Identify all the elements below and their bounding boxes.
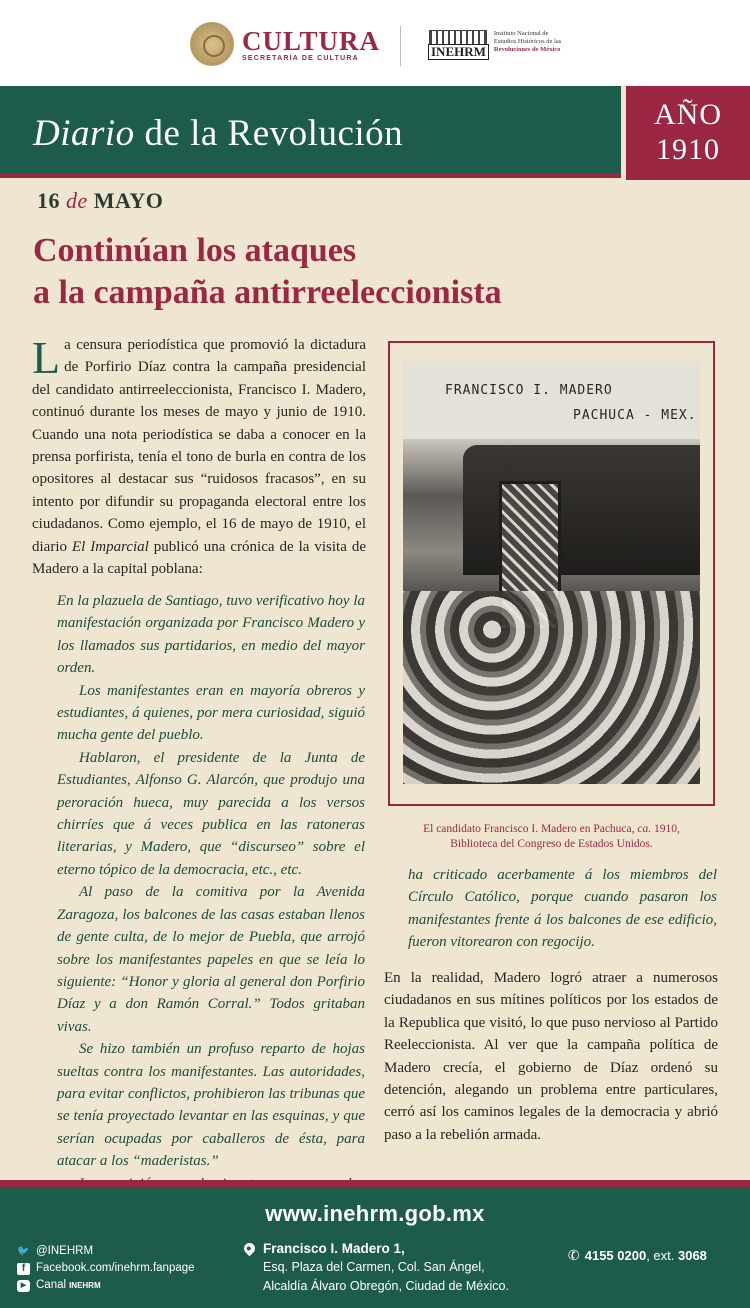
quote-paragraph: Al paso de la comitiva por la Avenida Zaragoza, los balcones de las casas estaban llenos de gente culta, de lo mejor de Puebla, que arrojó sobre los manifestantes papeles en que se leía lo siguiente: “Honor y gloria al general don Porfirio Díaz y a don Ramón Corral.” Todos gritaban vivas. <box>57 884 365 1035</box>
cultura-subtitle: SECRETARÍA DE CULTURA <box>242 54 359 62</box>
photo-handwriting: PACHUCA - MEX. <box>573 408 697 423</box>
quote-paragraph: Se hizo también un profuso reparto de hojas sueltas contra los manifestantes. Las autoridades, para evitar conflictos, prohibieron las tribunas que se tenía proyectado levantar en las esquinas, y que serían ocupadas por caballeros de ésta, para atacar a los “maderistas.” <box>57 1041 365 1170</box>
quote-paragraph: En la plazuela de Santiago, tuvo verificativo hoy la manifestación organizada por Francisco Madero y los llamados sus partidarios, en medio del mayor orden. <box>57 593 365 677</box>
youtube-icon: ▶ <box>17 1280 30 1292</box>
quote-paragraph: Hablaron, el presidente de la Junta de Estudiantes, Alfonso G. Alarcón, que produjo una peroración hueca, muy parecida a los versos chirríes que á veces publica en las ratoneras literarias, y Madero, que “discurseo” sobre el eterno tópico de la democracia, etc., etc. <box>57 749 365 878</box>
article-headline: Continúan los ataques a la campaña antirreeleccionista <box>33 232 502 311</box>
cultura-wordmark: CULTURA <box>242 25 381 56</box>
phone-number[interactable]: ✆ 4155 0200, ext. 3068 <box>565 1245 707 1265</box>
quote-paragraph: Los manifestantes eran en mayoría obreros y estudiantes, á quienes, por mera curiosidad, siguió mucha gente del pueblo. <box>57 682 365 744</box>
photo-caption: El candidato Francisco I. Madero en Pachuca, ca. 1910, Biblioteca del Congreso de Estados Unidos. <box>423 823 680 850</box>
year-box <box>626 86 750 180</box>
youtube-link[interactable]: ▶ Canal INEHRM <box>17 1277 195 1294</box>
inehrm-wordmark: INEHRM <box>428 44 489 60</box>
footer <box>0 1180 750 1308</box>
newspaper-quote-continued: ha criticado acerbamente á los miembros del Círculo Católico, porque cuando pasaron los manifestantes frente á los balcones de ese edificio, fueron vitorearon con regocijo. <box>408 867 717 951</box>
title-band <box>0 86 621 178</box>
photo-frame <box>388 341 715 806</box>
phone-icon: ✆ <box>565 1245 582 1265</box>
article-date: 16 de MAYO <box>37 188 164 213</box>
year-label: AÑO <box>654 98 722 131</box>
logo-divider <box>400 26 401 66</box>
crowd <box>403 591 700 784</box>
address: Francisco I. Madero 1, Esq. Plaza del Carmen, Col. San Ángel, Alcaldía Álvaro Obregón, Ciudad de México. <box>250 1239 509 1296</box>
twitter-link[interactable]: 🐦 @INEHRM <box>17 1245 94 1257</box>
historic-photo[interactable] <box>403 361 700 784</box>
social-links <box>17 1243 195 1294</box>
photo-handwriting: FRANCISCO I. MADERO <box>445 383 613 398</box>
drop-cap: L <box>32 332 61 383</box>
building-icon <box>429 30 487 44</box>
mexico-seal-icon <box>190 22 234 66</box>
inehrm-description: Instituto Nacional de Estudios Históricos de las Revoluciones de México <box>493 30 562 53</box>
facebook-icon: f <box>17 1263 30 1275</box>
top-header <box>0 0 750 86</box>
intro-paragraph: La censura periodística que promovió la dictadura de Porfirio Díaz contra la campaña presidencial del candidato antirreeleccionista, Francisco I. Madero, continuó durante los meses de mayo y junio de 1910. Cuando una nota periodística se daba a conocer en la prensa porfirista, tenía el tono de burla en contra de los opositores al destacar sus “ruidosos fracasos”, en su intento por difundir su propaganda electoral entre los ciudadanos. Como ejemplo, el 16 de mayo de 1910, el diario El Imparcial publicó una crónica de la visita de Madero a la capital poblana: <box>32 332 366 578</box>
year-value: 1910 <box>656 133 720 166</box>
series-title: Diario de la Revolución <box>33 113 404 154</box>
twitter-icon: 🐦 <box>17 1245 30 1257</box>
facebook-link[interactable]: f Facebook.com/inehrm.fanpage <box>17 1260 195 1277</box>
website-link[interactable]: www.inehrm.gob.mx <box>265 1201 485 1226</box>
cultura-logo[interactable] <box>190 22 380 66</box>
newspaper-quote <box>57 590 365 1240</box>
inehrm-logo[interactable] <box>428 30 574 60</box>
closing-paragraph: En la realidad, Madero logró atraer a numerosos ciudadanos en sus mítines políticos por los estados de la Republica que visitó, lo que puso nervioso al Partido Reeleccionista. Al ver que la campaña política de Madero crecía, el gobierno de Díaz ordenó su detención, alegando un problema entre particulares, cerró así los caminos legales de la democracia y abrió paso a la rebelión armada. <box>384 970 718 1143</box>
